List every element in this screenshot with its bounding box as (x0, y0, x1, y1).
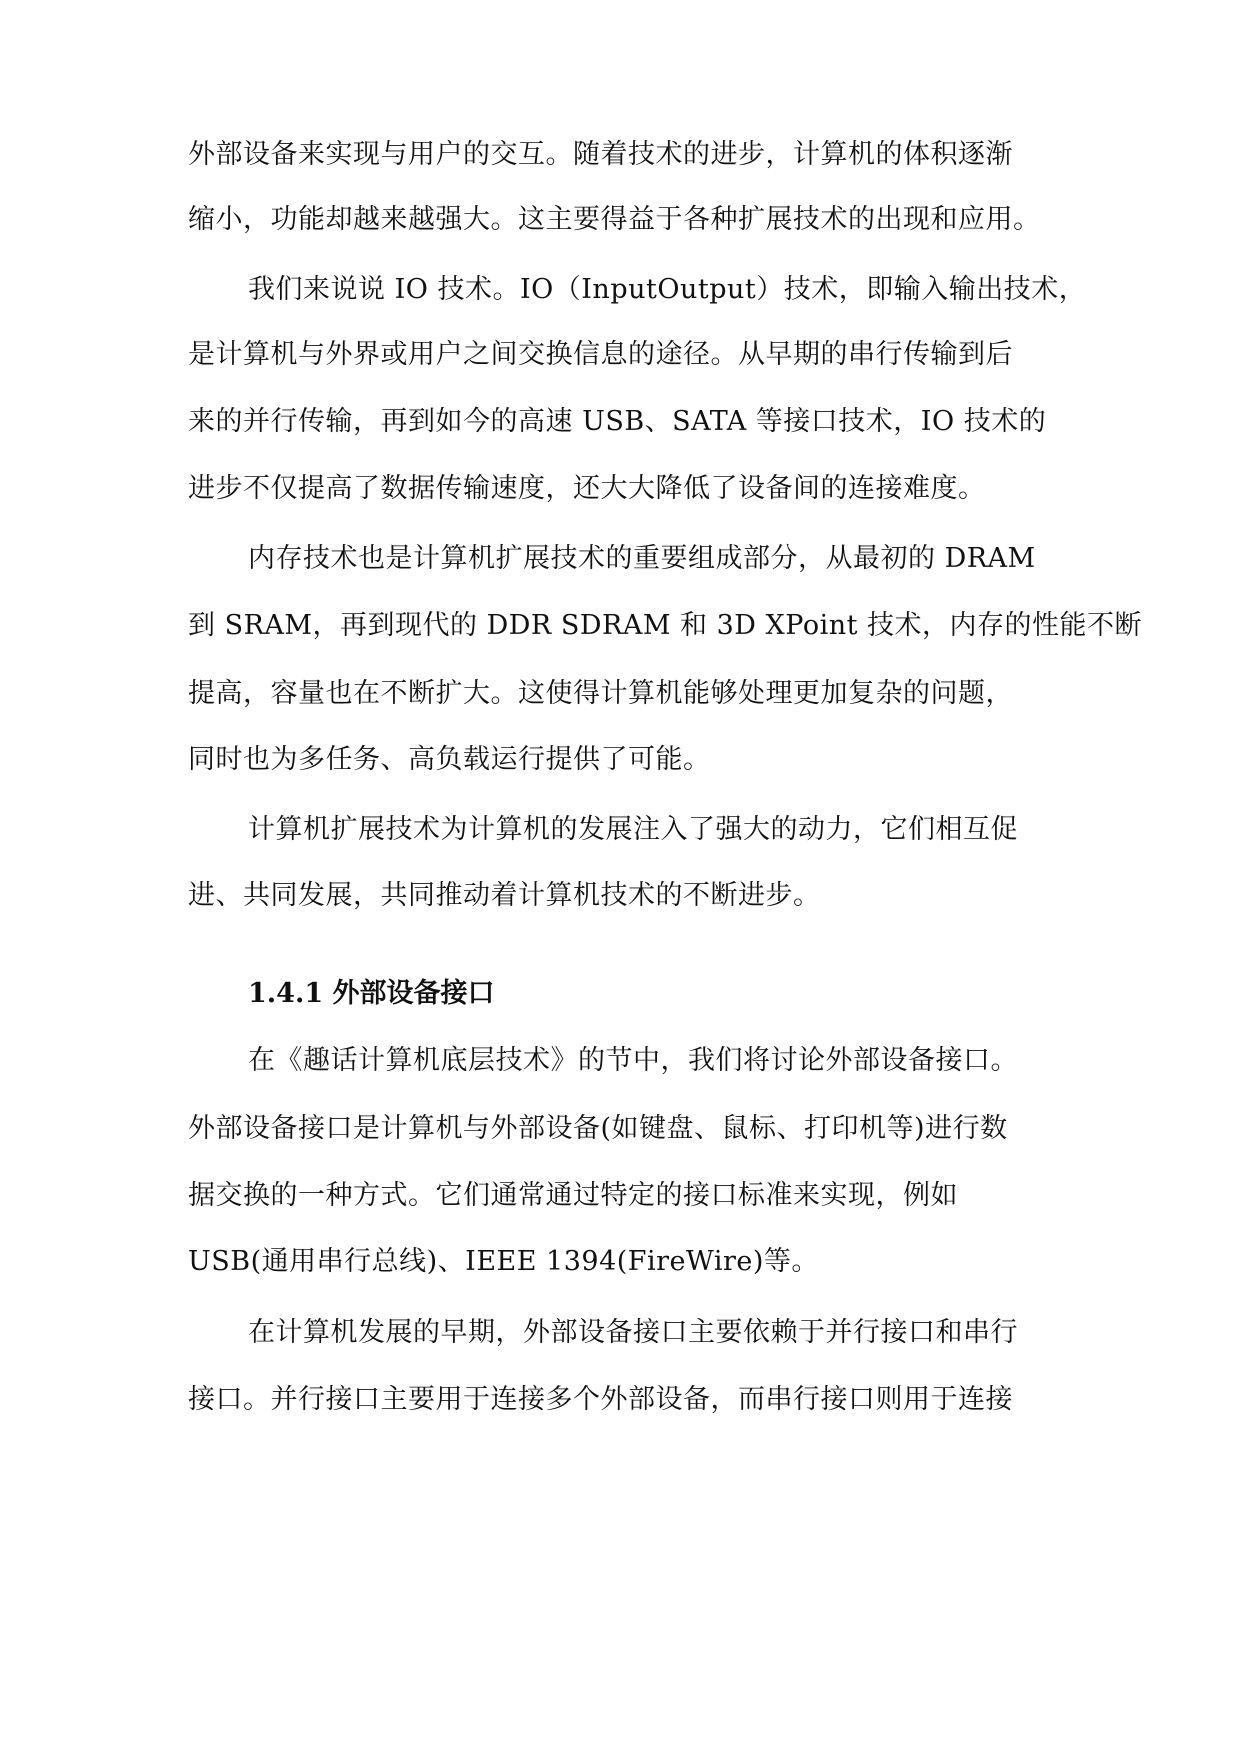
text-line: 进步不仅提高了数据传输速度，还大大降低了设备间的连接难度。 (188, 473, 986, 504)
text-line: 外部设备接口是计算机与外部设备(如键盘、鼠标、打印机等)进行数 (188, 1113, 1008, 1144)
text-line: 外部设备来实现与用户的交互。随着技术的进步，计算机的体积逐渐 (188, 139, 1013, 170)
text-line: 缩小，功能却越来越强大。这主要得益于各种扩展技术的出现和应用。 (188, 204, 1041, 235)
text-line: 提高，容量也在不断扩大。这使得计算机能够处理更加复杂的问题， (188, 678, 1013, 709)
text-line: 在《趣话计算机底层技术》的节中，我们将讨论外部设备接口。 (248, 1045, 1018, 1076)
text-line: 在计算机发展的早期，外部设备接口主要依赖于并行接口和串行 (248, 1317, 1018, 1348)
text-line: 我们来说说 IO 技术。IO（InputOutput）技术，即输入输出技术， (248, 274, 1087, 305)
text-line: 进、共同发展，共同推动着计算机技术的不断进步。 (188, 880, 821, 911)
text-line: 到 SRAM，再到现代的 DDR SDRAM 和 3D XPoint 技术，内存的性能不断 (188, 610, 1143, 641)
text-line: 计算机扩展技术为计算机的发展注入了强大的动力，它们相互促 (248, 814, 1018, 845)
text-line: 接口。并行接口主要用于连接多个外部设备，而串行接口则用于连接 (188, 1384, 1013, 1415)
text-line: 是计算机与外界或用户之间交换信息的途径。从早期的串行传输到后 (188, 339, 1013, 370)
text-line: USB(通用串行总线)、IEEE 1394(FireWire)等。 (188, 1246, 819, 1277)
text-line: 同时也为多任务、高负载运行提供了可能。 (188, 744, 711, 775)
text-line: 内存技术也是计算机扩展技术的重要组成部分，从最初的 DRAM (248, 543, 1036, 574)
section-heading: 1.4.1 外部设备接口 (248, 978, 495, 1009)
text-line: 来的并行传输，再到如今的高速 USB、SATA 等接口技术，IO 技术的 (188, 406, 1047, 437)
text-line: 据交换的一种方式。它们通常通过特定的接口标准来实现，例如 (188, 1180, 958, 1211)
